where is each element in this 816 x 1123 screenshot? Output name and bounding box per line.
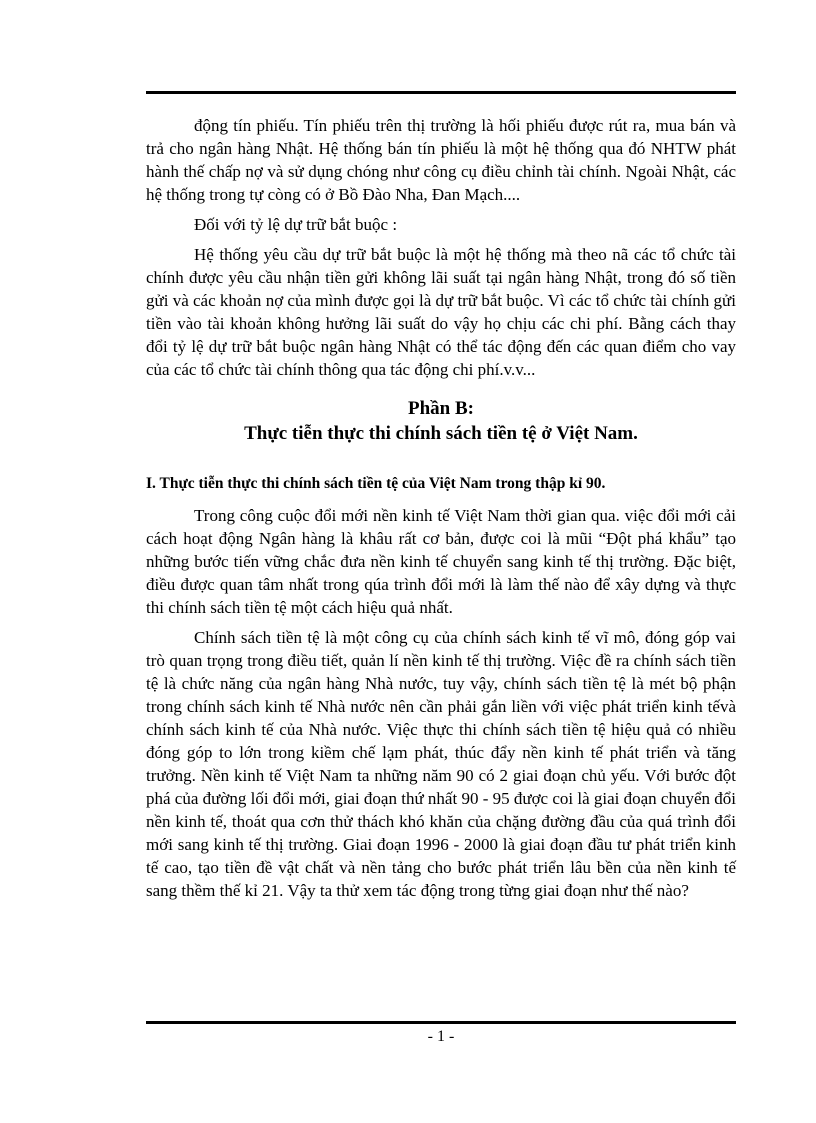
part-heading: Phần B: bbox=[408, 398, 474, 419]
paragraph-3: Hệ thống yêu cầu dự trữ bắt buộc là một hệ thống mà theo nã các tổ chức tài chính được yêu cầu nhận tiền gửi không lãi suất tại ngân hàng Nhật, trong đó số tiền gửi và các khoản nợ của mình được gọi là dự trữ bắt buộc. Vì các tổ chức tài chính gửi tiền vào tài khoản không hưởng lãi suất do vậy họ chịu các chi phí. Bằng cách thay đổi tỷ lệ dự trữ bắt buộc ngân hàng Nhật có thể tác động đến các quan điểm cho vay của các tổ chức tài chính thông qua tác động chi phí.v.v... bbox=[146, 245, 736, 379]
paragraph-5: Chính sách tiền tệ là một công cụ của chính sách kinh tế vĩ mô, đóng góp vai trò quan trọng trong điều tiết, quản lí nền kinh tế thị trường. Việc đề ra chính sách tiền tệ là chức năng của ngân hàng Nhà nước, tuy vậy, chính sách tiền tệ là mét bộ phận trong chính sách kinh tế Nhà nước nên cần phải gắn liền với việc phát triển kinh tếvà chính sách kinh tế của Nhà nước. Việc thực thi chính sách tiền tệ hiệu quả có nhiều đóng góp to lớn trong kiềm chế lạm phát, thúc đẩy nền kinh tế phát triển và tăng trưởng. Nền kinh tế Việt Nam ta những năm 90 có 2 giai đoạn chủ yếu. Với bước đột phá của đường lối đổi mới, giai đoạn thứ nhất 90 - 95 được coi là giai đoạn chuyển đổi nền kinh tế, thoát qua cơn thử thách khó khăn của chặng đường đầu của quá trình đổi mới sang kinh tế thị trường. Giai đoạn 1996 - 2000 là giai đoạn đầu tư phát triển kinh tế cao, tạo tiền đề vật chất và nền tảng cho bước phát triển lâu bền của nền kinh tế sang thềm thế kỉ 21. Vậy ta thử xem tác động trong từng giai đoạn như thế nào? bbox=[146, 628, 736, 900]
paragraph-1: động tín phiếu. Tín phiếu trên thị trường là hối phiếu được rút ra, mua bán và trả cho ngân hàng Nhật. Hệ thống bán tín phiếu là một hệ thống qua đó NHTW phát hành thế chấp nợ và sử dụng chóng như công cụ điều chỉnh tài chính. Ngoài Nhật, các hệ thống trong tự còng có ở Bồ Đào Nha, Đan Mạch.... bbox=[146, 116, 736, 204]
section-heading: I. Thực tiễn thực thi chính sách tiền tệ của Việt Nam trong thập kỉ 90. bbox=[146, 475, 606, 492]
page-footer bbox=[146, 1021, 736, 1046]
paragraph-2-lead: Đối với tỷ lệ dự trữ bắt buộc : bbox=[194, 215, 398, 234]
header-rule bbox=[146, 91, 736, 94]
footer-rule bbox=[146, 1021, 736, 1024]
paragraph-4: Trong công cuộc đổi mới nền kinh tế Việt Nam thời gian qua. việc đổi mới cải cách hoạt động Ngân hàng là khâu rất cơ bản, được coi là mũi “Đột phá khẩu” tạo những bước tiến vững chắc đưa nền kinh tế chuyển sang kinh tế thị trường. Đặc biệt, điều được quan tâm nhất trong qúa trình đổi mới là làm thế nào để xây dựng và thực thi chính sách tiền tệ một cách hiệu quả nhất. bbox=[146, 506, 736, 617]
page-number: - 1 - bbox=[427, 1028, 455, 1045]
part-heading-subtitle: Thực tiễn thực thi chính sách tiền tệ ở Việt Nam. bbox=[244, 423, 638, 444]
document-body bbox=[146, 114, 736, 902]
